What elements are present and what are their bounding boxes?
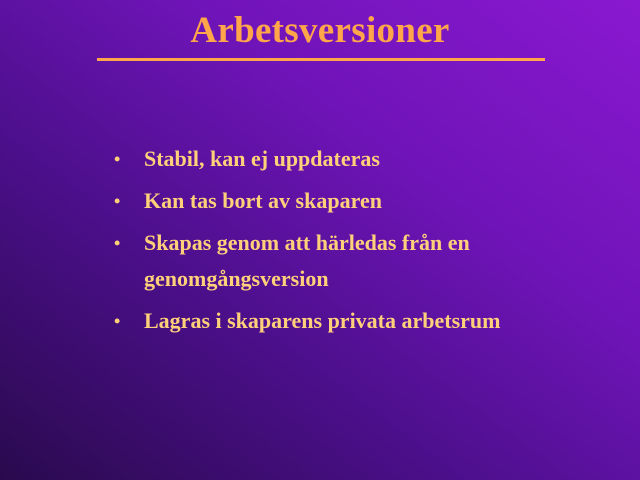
title-underline	[97, 58, 545, 61]
slide-title: Arbetsversioner	[190, 10, 450, 51]
bullet-item	[112, 141, 612, 177]
bullet-text: Kan tas bort av skaparen	[144, 188, 382, 213]
bullet-list	[112, 141, 612, 345]
bullet-icon: •	[114, 233, 121, 253]
bullet-icon: •	[114, 191, 121, 211]
bullet-icon: •	[114, 311, 121, 331]
bullet-text: Lagras i skaparens privata arbetsrum	[144, 308, 501, 333]
bullet-item	[112, 225, 534, 297]
bullet-icon: •	[114, 149, 121, 169]
bullet-text: Stabil, kan ej uppdateras	[144, 146, 380, 171]
bullet-text: Skapas genom att härledas från en genomgångsversion	[144, 230, 470, 291]
bullet-item	[112, 303, 612, 339]
bullet-item	[112, 183, 612, 219]
